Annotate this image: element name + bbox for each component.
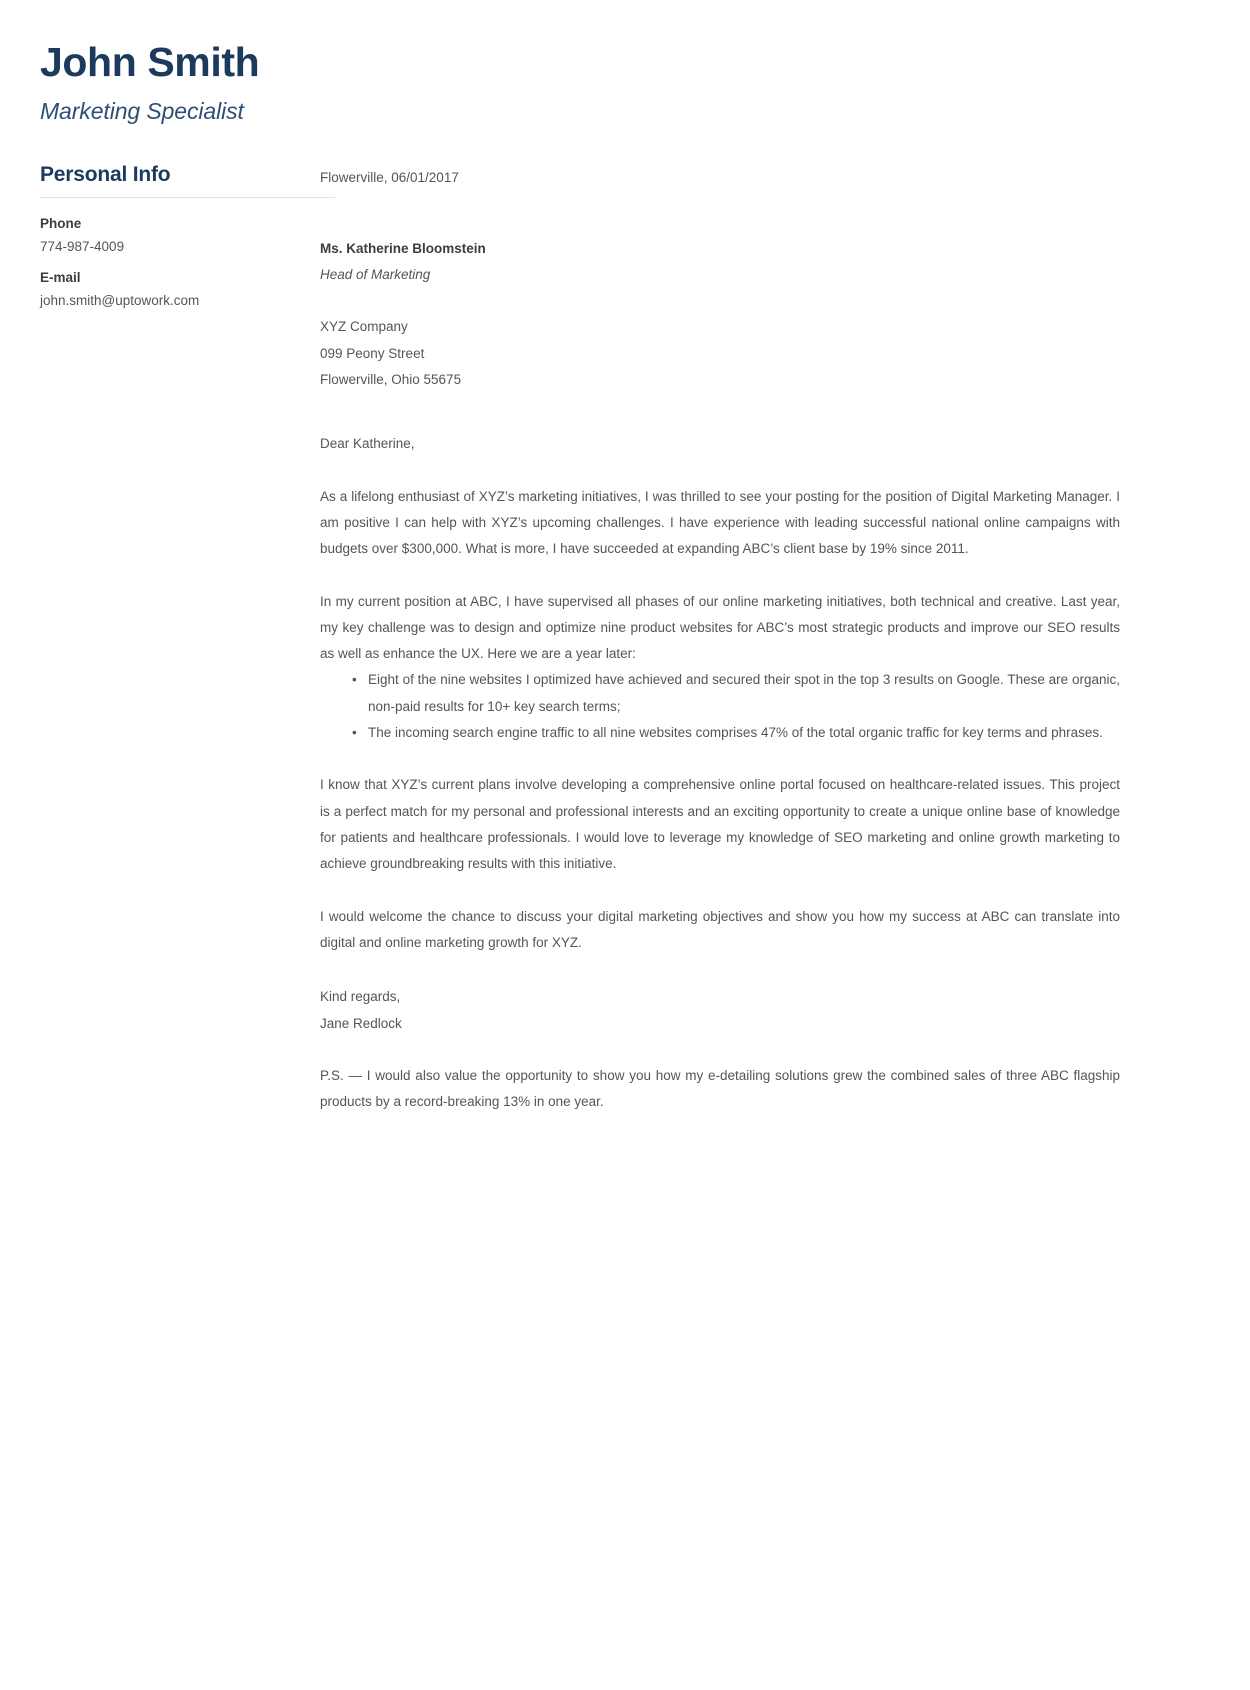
letter-header [0, 38, 1250, 125]
postscript: P.S. — I would also value the opportunity to show you how my e-detailing solutions grew the combined sales of three ABC flagship products by a record-breaking 13% in one year. [320, 1067, 1120, 1110]
content-columns [0, 163, 1250, 1115]
phone-value: 774-987-4009 [40, 239, 125, 255]
recipient-address [320, 314, 1120, 393]
email-label: E-mail [40, 270, 81, 286]
section-divider [40, 197, 335, 198]
recipient-name: Ms. Katherine Bloomstein [320, 240, 486, 256]
signoff-block [320, 984, 1120, 1037]
candidate-job-title: Marketing Specialist [40, 98, 244, 125]
sidebar [0, 163, 320, 324]
salutation: Dear Katherine, [320, 436, 415, 452]
phone-label: Phone [40, 216, 82, 232]
sidebar-section-title: Personal Info [40, 163, 171, 187]
list-item: • The incoming search engine traffic to all nine websites comprises 47% of the total organic traffic for key terms and phrases. [352, 720, 1120, 746]
recipient-city-state-zip: Flowerville, Ohio 55675 [320, 371, 462, 387]
letter-paragraph-3: I know that XYZ’s current plans involve developing a comprehensive online portal focused on healthcare-related issues. This project is a perfect match for my personal and professional interests and an exciting opportunity to create a unique online base of knowledge for patients and healthcare professionals. I would love to leverage my knowledge of SEO marketing and online growth marketing to achieve groundbreaking results with this initiative. [320, 777, 1120, 872]
contact-item-email [40, 270, 295, 308]
recipient-role: Head of Marketing [320, 267, 431, 282]
recipient-street: 099 Peony Street [320, 345, 425, 361]
achievements-list [320, 667, 1120, 746]
email-value: john.smith@uptowork.com [40, 293, 200, 309]
contact-item-phone [40, 216, 295, 254]
recipient-company: XYZ Company [320, 319, 408, 335]
page-title: John Smith [40, 39, 260, 85]
letter-paragraph-4: I would welcome the chance to discuss your digital marketing objectives and show you how my success at ABC can translate into digital and online marketing growth for XYZ. [320, 908, 1120, 950]
letter-paragraph-2: In my current position at ABC, I have supervised all phases of our online marketing initiatives, both technical and creative. Last year, my key challenge was to design and optimize nine product websites for ABC’s most strategic products and improve our SEO results as well as enhance the UX. Here we are a year later: [320, 593, 1120, 662]
list-item: • Eight of the nine websites I optimized have achieved and secured their spot in the top 3 results on Google. These are organic, non-paid results for 10+ key search terms; [352, 667, 1120, 720]
date-line: Flowerville, 06/01/2017 [320, 170, 459, 186]
letter-body [320, 163, 1250, 1115]
letter-paragraph-1: As a lifelong enthusiast of XYZ’s marketing initiatives, I was thrilled to see your posting for the position of Digital Marketing Manager. I am positive I can help with XYZ’s upcoming challenges. I have experience with leading successful national online campaigns with budgets over $300,000. What is more, I have succeeded at expanding ABC’s client base by 19% since 2011. [320, 488, 1120, 557]
closing-line: Kind regards, [320, 989, 401, 1005]
signature-name: Jane Redlock [320, 1015, 402, 1031]
